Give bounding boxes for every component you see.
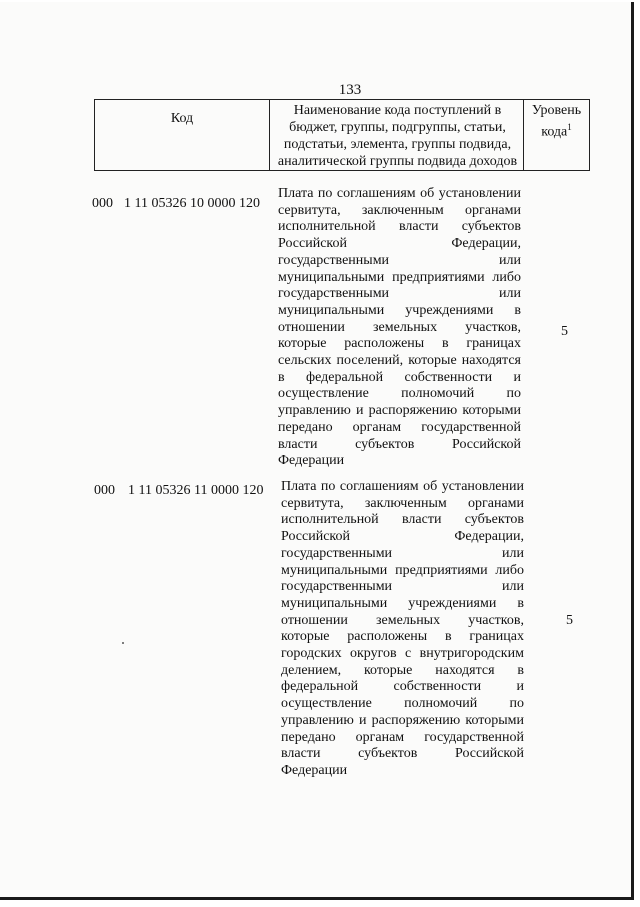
revenue-code: 1 11 05326 10 0000 120	[124, 196, 260, 211]
scan-speck	[122, 642, 124, 644]
header-level-sub: кода$^1$	[541, 122, 572, 140]
document-page	[0, 2, 634, 900]
text-line: Плата по соглашениям об установлении	[278, 186, 521, 201]
text-line: Федерации	[278, 453, 345, 469]
text-line: отношении земельных участков,	[281, 612, 524, 628]
text-line: государственными или	[281, 545, 524, 561]
text-line: Федерации	[281, 762, 348, 778]
text-line: сервитута, заключенным органами	[281, 495, 524, 511]
text-line: осуществление полномочий по	[278, 386, 521, 402]
text-line: власти субъектов Российской	[281, 746, 524, 762]
text-line: городских округов с внутригородским	[281, 646, 524, 662]
text-line: Российской Федерации,	[281, 529, 524, 545]
text-line: передано органам государственной	[278, 419, 521, 435]
text-line: исполнительной власти субъектов	[278, 219, 521, 235]
code-level: 5	[561, 324, 568, 339]
text-line: в федеральной собственности и	[278, 369, 521, 385]
text-line: муниципальными учреждениями в	[278, 302, 521, 318]
text-line: управлению и распоряжению которыми	[278, 403, 521, 419]
text-line: которые расположены в границах	[278, 336, 521, 352]
header-name-label: Наименование кода поступлений в бюджет, группы, подгруппы, статьи, подстатьи, элемента, группы подвида, аналитической группы подвида доходов	[277, 103, 518, 169]
header-level-label: Уровень	[531, 103, 582, 118]
revenue-name	[281, 479, 524, 780]
table-header	[94, 99, 590, 171]
text-line: Российской Федерации,	[278, 236, 521, 252]
text-line: управлению и распоряжению которыми	[281, 712, 524, 728]
text-line: осуществление полномочий по	[281, 696, 524, 712]
admin-code: 000	[92, 196, 113, 211]
text-line: муниципальными учреждениями в	[281, 595, 524, 611]
header-level	[524, 100, 589, 170]
header-code-label: Код	[170, 111, 194, 126]
text-line: передано органам государственной	[281, 729, 524, 745]
header-name	[270, 100, 524, 170]
revenue-code: 1 11 05326 11 0000 120	[128, 483, 264, 498]
text-line: государственными или	[278, 286, 521, 302]
text-line: Плата по соглашениям об установлении	[281, 479, 524, 494]
text-line: делением, которые находятся в	[281, 662, 524, 678]
text-line: муниципальными предприятиями либо	[281, 562, 524, 578]
footnote-mark: 1	[567, 122, 572, 132]
revenue-name	[278, 186, 521, 470]
text-line: федеральной собственности и	[281, 679, 524, 695]
text-line: сельских поселений, которые находятся	[278, 353, 521, 369]
text-line: государственными или	[281, 579, 524, 595]
page-number: 133	[338, 82, 362, 98]
header-code	[95, 100, 270, 170]
text-line: муниципальными предприятиями либо	[278, 269, 521, 285]
text-line: государственными или	[278, 252, 521, 268]
text-line: власти субъектов Российской	[278, 436, 521, 452]
text-line: исполнительной власти субъектов	[281, 512, 524, 528]
text-line: отношении земельных участков,	[278, 319, 521, 335]
text-line: которые расположены в границах	[281, 629, 524, 645]
code-level: 5	[566, 613, 573, 628]
text-line: сервитута, заключенным органами	[278, 202, 521, 218]
admin-code: 000	[94, 483, 115, 498]
